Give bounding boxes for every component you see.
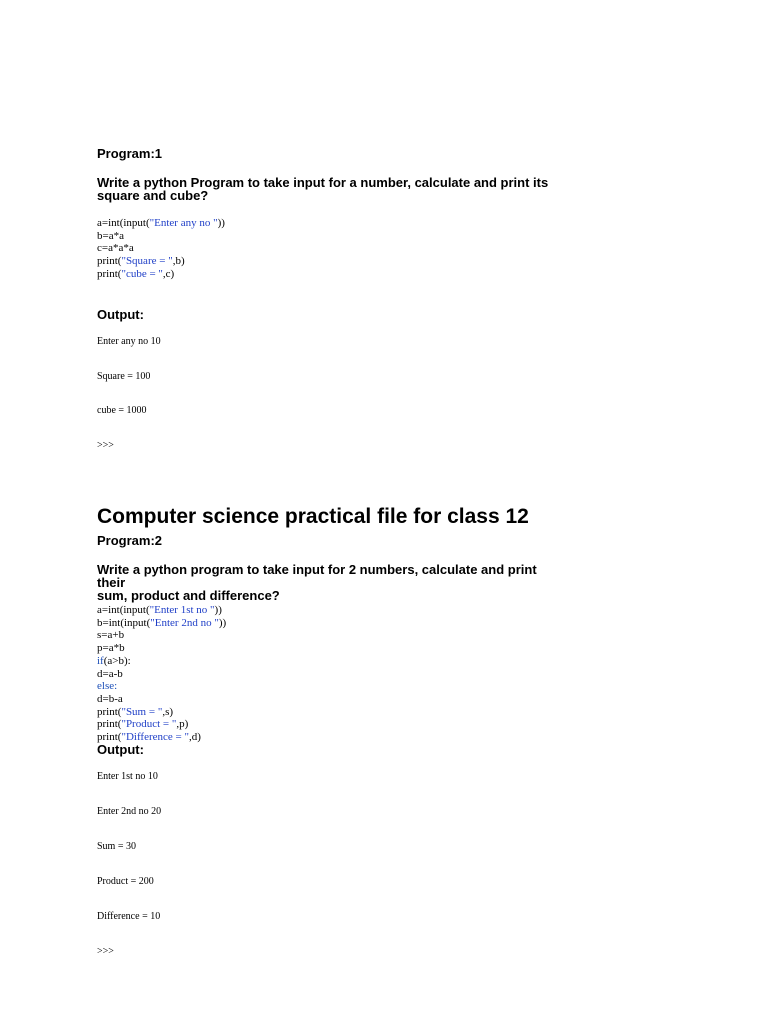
code-line: c=a*a*a <box>97 242 134 255</box>
string-literal: "cube = " <box>121 267 163 280</box>
string-literal: "Enter 1st no " <box>149 604 215 616</box>
program-2-label: Program:2 <box>97 533 163 548</box>
program-2-output-line: Sum = 30 <box>97 841 136 852</box>
program-1-question <box>97 176 557 202</box>
code-line: print("Sum = ",s) <box>97 705 174 718</box>
program-2-output-line: Enter 1st no 10 <box>97 771 158 782</box>
code-line: b=int(input("Enter 2nd no ")) <box>97 616 227 629</box>
string-literal: "Product = " <box>121 718 177 731</box>
code-line: if(a>b): <box>97 654 131 667</box>
program-1-question-line-2: square and cube? <box>97 188 209 203</box>
program-2-question <box>97 563 557 602</box>
program-1-label: Program:1 <box>97 146 163 161</box>
string-literal: "Difference = " <box>121 731 189 744</box>
code-line: s=a+b <box>97 629 125 642</box>
code-line: d=b-a <box>97 692 123 705</box>
program-1-output-line: Square = 100 <box>97 371 151 382</box>
code-line: p=a*b <box>97 642 125 655</box>
program-1-output-line: >>> <box>97 440 114 451</box>
code-line: print("Difference = ",d) <box>97 731 201 744</box>
program-1-output-line: Enter any no 10 <box>97 336 161 347</box>
section-title: Computer science practical file for class 12 <box>97 505 529 528</box>
keyword: else: <box>97 680 118 693</box>
string-literal: "Square = " <box>121 255 173 268</box>
program-2-question-line-2: sum, product and difference? <box>97 588 280 603</box>
code-line: d=a-b <box>97 667 123 680</box>
program-1-code-block <box>97 217 225 281</box>
program-2-code-block <box>97 604 226 744</box>
code-line: b=a*a <box>97 229 124 242</box>
program-2-output-heading: Output: <box>97 742 144 757</box>
code-line <box>97 680 226 693</box>
string-literal: "Enter any no " <box>149 217 218 229</box>
code-line: a=int(input("Enter 1st no ")) <box>97 604 222 616</box>
program-2-output-line: >>> <box>97 946 114 957</box>
program-2-output-line: Product = 200 <box>97 876 154 887</box>
program-2-question-line-1: Write a python program to take input for 2 numbers, calculate and print their <box>97 562 537 590</box>
keyword: if <box>97 654 104 667</box>
program-2-output-line: Enter 2nd no 20 <box>97 806 162 817</box>
string-literal: "Sum = " <box>121 705 163 718</box>
program-1-question-line-1: Write a python Program to take input for a number, calculate and print its <box>97 175 549 190</box>
program-2-output-line: Difference = 10 <box>97 911 161 922</box>
code-line: print("Square = ",b) <box>97 255 185 268</box>
program-1-output-line: cube = 1000 <box>97 405 147 416</box>
code-line: a=int(input("Enter any no ")) <box>97 217 225 229</box>
program-1-output-heading: Output: <box>97 307 144 322</box>
code-line: print("Product = ",p) <box>97 718 189 731</box>
string-literal: "Enter 2nd no " <box>150 616 219 629</box>
code-line: print("cube = ",c) <box>97 267 175 280</box>
